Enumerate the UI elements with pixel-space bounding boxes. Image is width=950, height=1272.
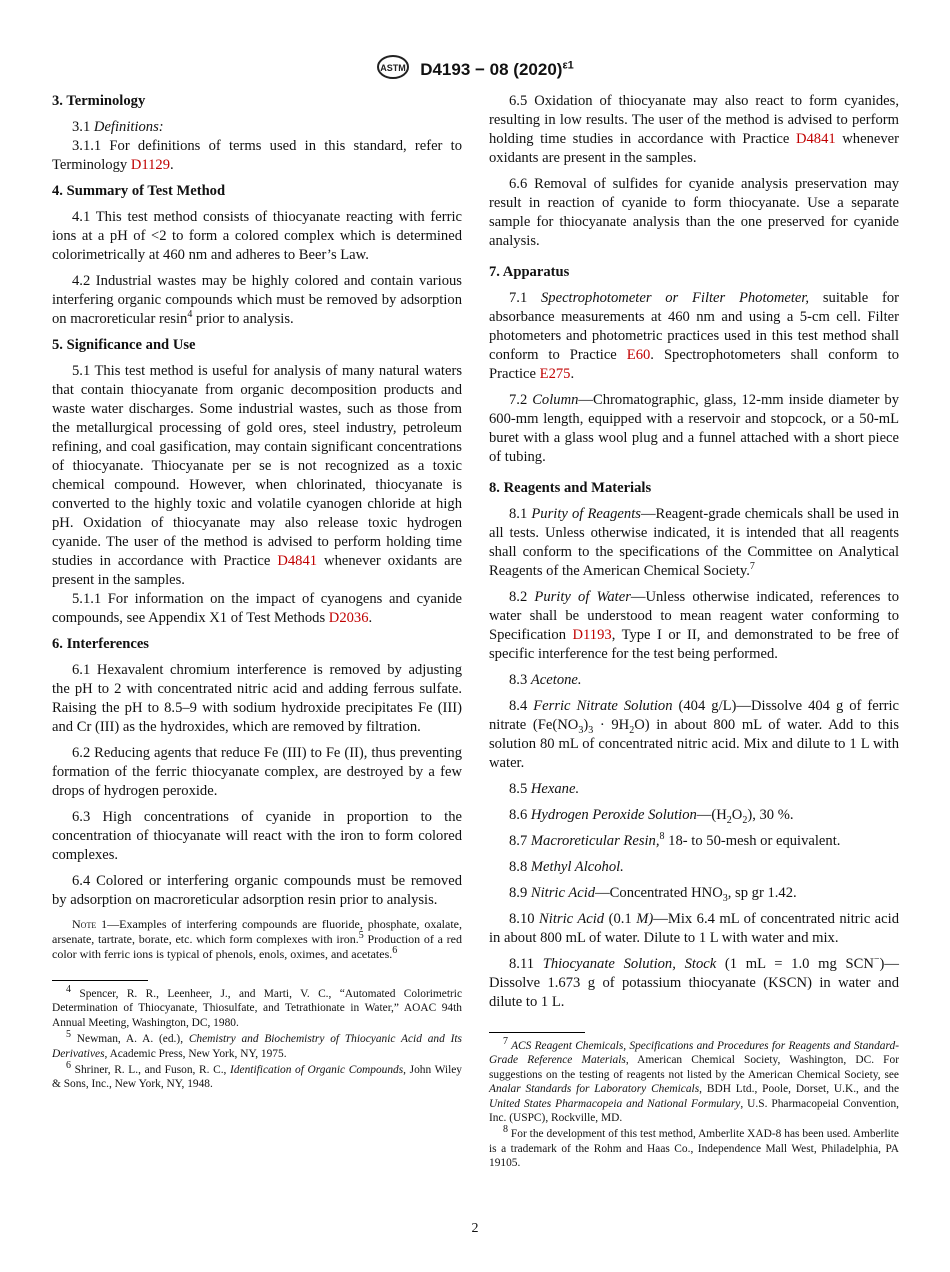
paragraph: 6.3 High concentrations of cyanide in proportion to the concentration of thiocyanate will react with the iron to form colored complexes.: [52, 809, 462, 863]
paragraph: 3.1 Definitions:: [72, 119, 164, 135]
paragraph: 5.1 This test method is useful for analysis of many natural waters that contain thiocyanate from organic decomposition products and waste water discharges. Some industrial wastes, such as those from the metallurgical processing of gold ores, steel industry, petroleum refining, and coal gasification, may contain significant concentrations of thiocyanate. Thiocyanate per se is not recognized as a toxic chemical compound. However, when chlorinated, thiocyanate is converted to the highly toxic and volatile cyanogen chloride at high pH. Oxidation of thiocyanate may also release toxic hydrogen cyanide. The user of the method is advised to perform holding time studies in accordance with Practice D4841 whenever oxidants are present in the samples.: [52, 363, 462, 588]
footnote: $^7$ ACS Reagent Chemicals, Specifications and Procedures for Reagents and Standard-Grade Reference Materials, American Chemical Society, Washington, DC. For suggestions on the testing of reagents not listed by the American Chemical Society, see Analar Standards for Laboratory Chemicals, BDH Ltd., Poole, Dorset, U.K., and the United States Pharmacopeia and National Formulary, U.S. Pharmacopeial Convention, Inc. (USPC), Rockville, MD.: [489, 1036, 900, 1125]
link-e60[interactable]: E60: [626, 347, 651, 363]
astm-logo-icon: [376, 54, 410, 85]
left-column: [52, 92, 462, 1094]
page-header: [0, 54, 950, 85]
section-heading: 7. Apparatus: [489, 264, 570, 280]
paragraph: 8.9 Nitric Acid—Concentrated $HNO_3$, sp gr 1.42.: [509, 885, 797, 904]
paragraph: 8.5 Hexane.: [509, 781, 580, 797]
section-heading: 5. Significance and Use: [52, 337, 196, 353]
paragraph: 8.4 Ferric Nitrate Solution (404 g/L)—Dissolve 404 g of ferric nitrate $(Fe(NO_3)_3 \cdot 9H_2O)$ in about 800 mL of water. Add to this solution 80 mL of concentrated nitric acid. Mix and dilute to 1 L with water.: [489, 698, 899, 771]
paragraph: 8.11 Thiocyanate Solution, Stock (1 mL = 1.0 mg SCN−)—Dissolve 1.673 g of potassium thiocyanate (KSCN) in water and dilute to 1 L.: [489, 954, 899, 1010]
link-d2036[interactable]: D2036: [328, 610, 369, 626]
link-d1129[interactable]: D1129: [130, 157, 171, 173]
paragraph: 8.3 Acetone.: [509, 672, 582, 688]
link-e275[interactable]: E275: [539, 366, 571, 382]
paragraph: 8.1 Purity of Reagents—Reagent-grade chemicals shall be used in all tests. Unless otherwise indicated, it is intended that all reagents shall conform to the specifications of the Committee on Analytical Reagents of the American Chemical Society.$^7$: [489, 506, 899, 579]
paragraph: 6.1 Hexavalent chromium interference is removed by adjusting the pH to 2 with concentrated nitric acid and adding ferrous sulfate. Raising the pH to 8.5–9 with sodium hydroxide precipitates Fe (III) and Cr (III) as the hydroxides, which are removed by filtration.: [52, 662, 462, 735]
paragraph: 8.2 Purity of Water—Unless otherwise indicated, references to water shall be understood to mean reagent water conforming to Specification D1193, Type I or II, and demonstrated to be free of specific interference for the test being performed.: [489, 589, 899, 662]
section-heading: 3. Terminology: [52, 93, 146, 109]
paragraph: 3.1.1 For definitions of terms used in this standard, refer to Terminology D1129.: [52, 138, 462, 173]
paragraph: 6.2 Reducing agents that reduce Fe (III) to Fe (II), thus preventing formation of the ferric thiocyanate complex, are destroyed by a few drops of hydrogen peroxide.: [52, 745, 462, 799]
footnote: $^5$ Newman, A. A. (ed.), Chemistry and Biochemistry of Thiocyanic Acid and Its Derivatives, Academic Press, New York, NY, 1975.: [52, 1029, 462, 1060]
paragraph: 6.4 Colored or interfering organic compounds must be removed by adsorption on macroreticular adsorption resin prior to analysis.: [52, 873, 462, 908]
paragraph: 4.2 Industrial wastes may be highly colored and contain various interfering organic compounds which must be removed by adsorption on macroreticular resin$^4$ prior to analysis.: [52, 273, 462, 327]
paragraph: 5.1.1 For information on the impact of cyanogens and cyanide compounds, see Appendix X1 of Test Methods D2036.: [52, 591, 462, 626]
paragraph: 6.5 Oxidation of thiocyanate may also react to form cyanides, resulting in low results. The user of the method is advised to perform holding time studies in accordance with Practice D4841 whenever oxidants are present in the samples.: [489, 93, 899, 166]
right-column: [489, 92, 899, 1173]
footnote: $^4$ Spencer, R. R., Leenheer, J., and Marti, V. C., “Automated Colorimetric Determination of Thiocyanate, Thiosulfate, and Tetrathionate in Water,” AOAC 94th Annual Meeting, Washington, DC, 1980.: [52, 984, 462, 1029]
paragraph: 7.1 Spectrophotometer or Filter Photometer, suitable for absorbance measurements at 460 nm and using a 5-cm cell. Filter photometers and photometric practices used in this test method shall conform to Practice E60. Spectrophotometers shall conform to Practice E275.: [489, 290, 899, 382]
paragraph: 6.6 Removal of sulfides for cyanide analysis preservation may result in reaction of cyanide to form thiocyanate. Use a separate sample for thiocyanate analysis than the one preserved for cyanide analysis.: [489, 176, 899, 249]
link-d1193[interactable]: D1193: [572, 627, 612, 643]
link-d4841[interactable]: D4841: [277, 553, 318, 569]
paragraph: 4.1 This test method consists of thiocyanate reacting with ferric ions at a pH of <2 to form a colored complex which is determined colorimetrically at 460 nm and adheres to Beer’s Law.: [52, 209, 462, 263]
footnote-divider: [489, 1032, 585, 1033]
standard-designation: D4193 − 08 $(2020)^{\varepsilon 1}$: [420, 58, 574, 79]
paragraph: 8.8 Methyl Alcohol.: [509, 859, 624, 875]
svg-text:ASTM: ASTM: [380, 63, 406, 73]
link-d4841[interactable]: D4841: [795, 131, 836, 147]
paragraph: 8.7 Macroreticular Resin,$^8$ 18- to 50-mesh or equivalent.: [509, 831, 841, 849]
section-heading: 6. Interferences: [52, 636, 149, 652]
note-1: Note 1—Examples of interfering compounds are fluoride, phosphate, oxalate, arsenate, tartrate, borate, etc. which form complexes with iron.$^5$ Production of a red color with ferric ions is typical of phenols, enols, oximes, and acetates.$^6$: [52, 917, 463, 961]
page-number: 2: [471, 1221, 479, 1236]
footnote-divider: [52, 980, 148, 981]
paragraph: 7.2 Column—Chromatographic, glass, 12-mm inside diameter by 600-mm length, equipped with a reservoir and stopcock, or a 50-mL buret with a glass wool plug and a funnel attached with a short piece of tubing.: [489, 392, 899, 465]
section-heading: 8. Reagents and Materials: [489, 480, 652, 496]
paragraph: 8.10 Nitric Acid (0.1 M)—Mix 6.4 mL of concentrated nitric acid in about 800 mL of water. Dilute to 1 L with water and mix.: [489, 911, 899, 946]
section-heading: 4. Summary of Test Method: [52, 183, 226, 199]
footnote: $^6$ Shriner, R. L., and Fuson, R. C., Identification of Organic Compounds, John Wiley & Sons, Inc., New York, NY, 1948.: [52, 1060, 462, 1091]
footnote: $^8$ For the development of this test method, Amberlite XAD-8 has been used. Amberlite is a trademark of the Rohm and Haas Co., Independence Mall West, Philadelphia, PA 19105.: [489, 1124, 899, 1170]
paragraph: 8.6 Hydrogen Peroxide $Solution—(H_2O_2)$, 30 %.: [509, 807, 794, 826]
